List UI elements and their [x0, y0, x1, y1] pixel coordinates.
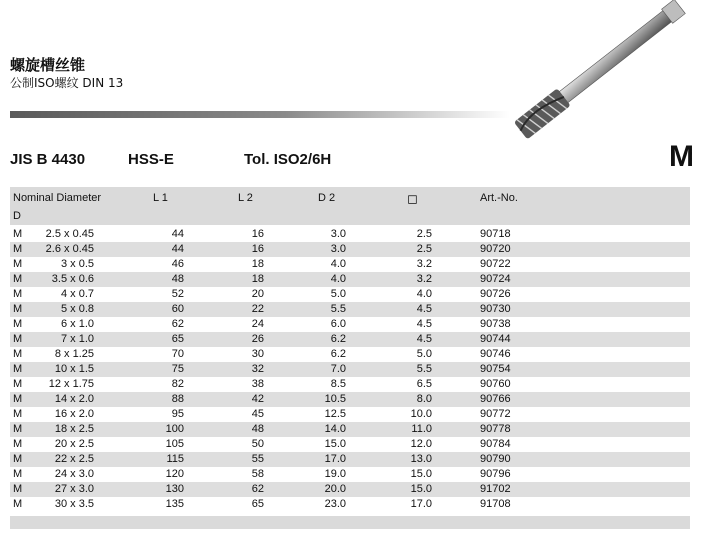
- cell-sq: 8.0: [416, 393, 432, 405]
- cell-sq: 15.0: [410, 483, 432, 495]
- cell-m: M: [13, 258, 23, 270]
- cell-m: M: [13, 453, 23, 465]
- cell-l1: 44: [171, 228, 184, 240]
- cell-size: 8 x 1.25: [54, 348, 94, 360]
- page-subtitle: 公制ISO螺纹 DIN 13: [10, 76, 124, 90]
- table-row: [10, 392, 690, 407]
- cell-l2: 65: [251, 498, 264, 510]
- cell-m: M: [13, 363, 23, 375]
- cell-m: M: [13, 468, 23, 480]
- cell-l2: 16: [251, 228, 264, 240]
- cell-size: 5 x 0.8: [60, 303, 94, 315]
- cell-l2: 18: [251, 273, 264, 285]
- cell-l2: 55: [251, 453, 264, 465]
- cell-m: M: [13, 348, 23, 360]
- table-row: [10, 347, 690, 362]
- table-row: [10, 317, 690, 332]
- cell-art: 90766: [480, 393, 511, 405]
- cell-sq: 4.5: [416, 303, 432, 315]
- cell-d2: 5.5: [330, 303, 346, 315]
- cell-sq: 17.0: [410, 498, 432, 510]
- cell-m: M: [13, 318, 23, 330]
- material-label: HSS-E: [128, 151, 174, 168]
- cell-size: 20 x 2.5: [54, 438, 94, 450]
- cell-l1: 52: [171, 288, 184, 300]
- cell-size: 24 x 3.0: [54, 468, 94, 480]
- cell-m: M: [13, 273, 23, 285]
- cell-sq: 2.5: [416, 228, 432, 240]
- cell-d2: 17.0: [324, 453, 346, 465]
- cell-size: 2.6 x 0.45: [45, 243, 94, 255]
- cell-l2: 26: [251, 333, 264, 345]
- table-row: [10, 272, 690, 287]
- cell-sq: 5.5: [416, 363, 432, 375]
- table-row: [10, 377, 690, 392]
- cell-art: 90720: [480, 243, 511, 255]
- table-row: [10, 437, 690, 452]
- cell-d2: 3.0: [330, 228, 346, 240]
- cell-sq: 10.0: [410, 408, 432, 420]
- cell-l2: 38: [251, 378, 264, 390]
- header-l1: L 1: [153, 192, 168, 204]
- cell-l1: 70: [171, 348, 184, 360]
- cell-m: M: [13, 303, 23, 315]
- cell-art: 90772: [480, 408, 511, 420]
- cell-m: M: [13, 393, 23, 405]
- cell-l1: 95: [171, 408, 184, 420]
- table-row: [10, 227, 690, 242]
- table-row: [10, 467, 690, 482]
- cell-l1: 130: [165, 483, 184, 495]
- header-l2: L 2: [238, 192, 253, 204]
- cell-art: 90760: [480, 378, 511, 390]
- thread-code-label: M: [669, 140, 694, 173]
- cell-d2: 20.0: [324, 483, 346, 495]
- cell-sq: 4.5: [416, 318, 432, 330]
- spiral-tap-illustration: [490, 0, 710, 140]
- cell-size: 12 x 1.75: [48, 378, 94, 390]
- table-header: [10, 187, 690, 225]
- cell-art: 90796: [480, 468, 511, 480]
- cell-l2: 32: [251, 363, 264, 375]
- cell-size: 16 x 2.0: [54, 408, 94, 420]
- cell-size: 3.5 x 0.6: [51, 273, 94, 285]
- cell-l2: 62: [251, 483, 264, 495]
- cell-art: 90726: [480, 288, 511, 300]
- cell-l1: 46: [171, 258, 184, 270]
- cell-sq: 11.0: [411, 423, 432, 435]
- table-row: [10, 422, 690, 437]
- cell-l1: 65: [171, 333, 184, 345]
- cell-d2: 19.0: [324, 468, 346, 480]
- page-title: 螺旋槽丝锥: [10, 56, 86, 74]
- cell-size: 4 x 0.7: [60, 288, 94, 300]
- header-nominal-diameter: Nominal Diameter: [13, 192, 102, 204]
- cell-d2: 6.2: [330, 333, 346, 345]
- cell-l1: 60: [171, 303, 184, 315]
- cell-d2: 7.0: [330, 363, 346, 375]
- cell-size: 14 x 2.0: [54, 393, 94, 405]
- cell-l1: 75: [171, 363, 184, 375]
- cell-d2: 6.2: [330, 348, 346, 360]
- cell-l1: 105: [165, 438, 184, 450]
- table-row: [10, 482, 690, 497]
- cell-art: 90790: [480, 453, 511, 465]
- cell-m: M: [13, 243, 23, 255]
- cell-l1: 88: [171, 393, 184, 405]
- table-row: [10, 362, 690, 377]
- cell-sq: 3.2: [416, 258, 432, 270]
- cell-l2: 22: [251, 303, 264, 315]
- cell-l2: 58: [251, 468, 264, 480]
- cell-art: 90724: [480, 273, 511, 285]
- cell-size: 22 x 2.5: [54, 453, 94, 465]
- cell-m: M: [13, 333, 23, 345]
- cell-l1: 100: [165, 423, 184, 435]
- cell-l1: 82: [171, 378, 184, 390]
- table-row: [10, 302, 690, 317]
- cell-l1: 135: [165, 498, 184, 510]
- cell-art: 90722: [480, 258, 511, 270]
- table-row: [10, 407, 690, 422]
- cell-art: 90730: [480, 303, 511, 315]
- tolerance-label: Tol. ISO2/6H: [244, 151, 332, 168]
- cell-m: M: [13, 498, 23, 510]
- table-row: [10, 287, 690, 302]
- cell-m: M: [13, 483, 23, 495]
- cell-art: 90744: [480, 333, 511, 345]
- standard-label: JIS B 4430: [10, 151, 86, 168]
- cell-art: 91708: [480, 498, 511, 510]
- header-square-icon: ◻: [407, 191, 418, 206]
- header-art-no: Art.-No.: [480, 192, 518, 204]
- cell-sq: 4.0: [416, 288, 432, 300]
- cell-d2: 6.0: [330, 318, 346, 330]
- cell-size: 30 x 3.5: [54, 498, 94, 510]
- cell-d2: 15.0: [324, 438, 346, 450]
- cell-l1: 44: [171, 243, 184, 255]
- cell-m: M: [13, 423, 23, 435]
- cell-size: 10 x 1.5: [54, 363, 94, 375]
- table-row: [10, 497, 690, 512]
- cell-sq: 15.0: [410, 468, 432, 480]
- table-row: [10, 257, 690, 272]
- cell-art: 90746: [480, 348, 511, 360]
- cell-l1: 62: [171, 318, 184, 330]
- cell-art: 90754: [480, 363, 511, 375]
- cell-art: 91702: [480, 483, 511, 495]
- cell-sq: 6.5: [416, 378, 432, 390]
- cell-d2: 23.0: [324, 498, 346, 510]
- cell-l2: 16: [251, 243, 264, 255]
- cell-size: 18 x 2.5: [54, 423, 94, 435]
- cell-d2: 10.5: [324, 393, 346, 405]
- cell-size: 7 x 1.0: [60, 333, 94, 345]
- cell-d2: 12.5: [324, 408, 346, 420]
- cell-d2: 4.0: [330, 258, 346, 270]
- cell-m: M: [13, 228, 23, 240]
- table-row: [10, 332, 690, 347]
- cell-m: M: [13, 288, 23, 300]
- cell-l2: 20: [251, 288, 264, 300]
- cell-l2: 50: [251, 438, 264, 450]
- header-d2: D 2: [318, 192, 336, 204]
- cell-size: 27 x 3.0: [54, 483, 94, 495]
- cell-sq: 13.0: [410, 453, 432, 465]
- cell-l2: 48: [251, 423, 264, 435]
- table-footer: [10, 516, 690, 529]
- cell-l1: 115: [166, 453, 184, 465]
- cell-sq: 5.0: [416, 348, 432, 360]
- cell-l1: 48: [171, 273, 184, 285]
- cell-d2: 8.5: [330, 378, 346, 390]
- cell-l1: 120: [165, 468, 184, 480]
- cell-sq: 2.5: [416, 243, 432, 255]
- cell-l2: 24: [251, 318, 264, 330]
- cell-m: M: [13, 408, 23, 420]
- cell-sq: 3.2: [416, 273, 432, 285]
- cell-art: 90738: [480, 318, 511, 330]
- cell-art: 90778: [480, 423, 511, 435]
- cell-art: 90784: [480, 438, 511, 450]
- cell-size: 2.5 x 0.45: [45, 228, 94, 240]
- cell-l2: 30: [251, 348, 264, 360]
- cell-size: 3 x 0.5: [60, 258, 94, 270]
- header-nominal-d: D: [13, 210, 21, 222]
- cell-sq: 4.5: [416, 333, 432, 345]
- table-row: [10, 452, 690, 467]
- cell-l2: 42: [251, 393, 264, 405]
- cell-l2: 18: [251, 258, 264, 270]
- cell-d2: 4.0: [330, 273, 346, 285]
- cell-d2: 5.0: [330, 288, 346, 300]
- cell-sq: 12.0: [410, 438, 432, 450]
- cell-size: 6 x 1.0: [60, 318, 94, 330]
- cell-art: 90718: [480, 228, 511, 240]
- divider-bar: [10, 111, 510, 118]
- cell-m: M: [13, 438, 23, 450]
- cell-d2: 14.0: [324, 423, 346, 435]
- cell-m: M: [13, 378, 23, 390]
- cell-l2: 45: [251, 408, 264, 420]
- table-row: [10, 242, 690, 257]
- spec-table: [10, 187, 690, 529]
- cell-d2: 3.0: [330, 243, 346, 255]
